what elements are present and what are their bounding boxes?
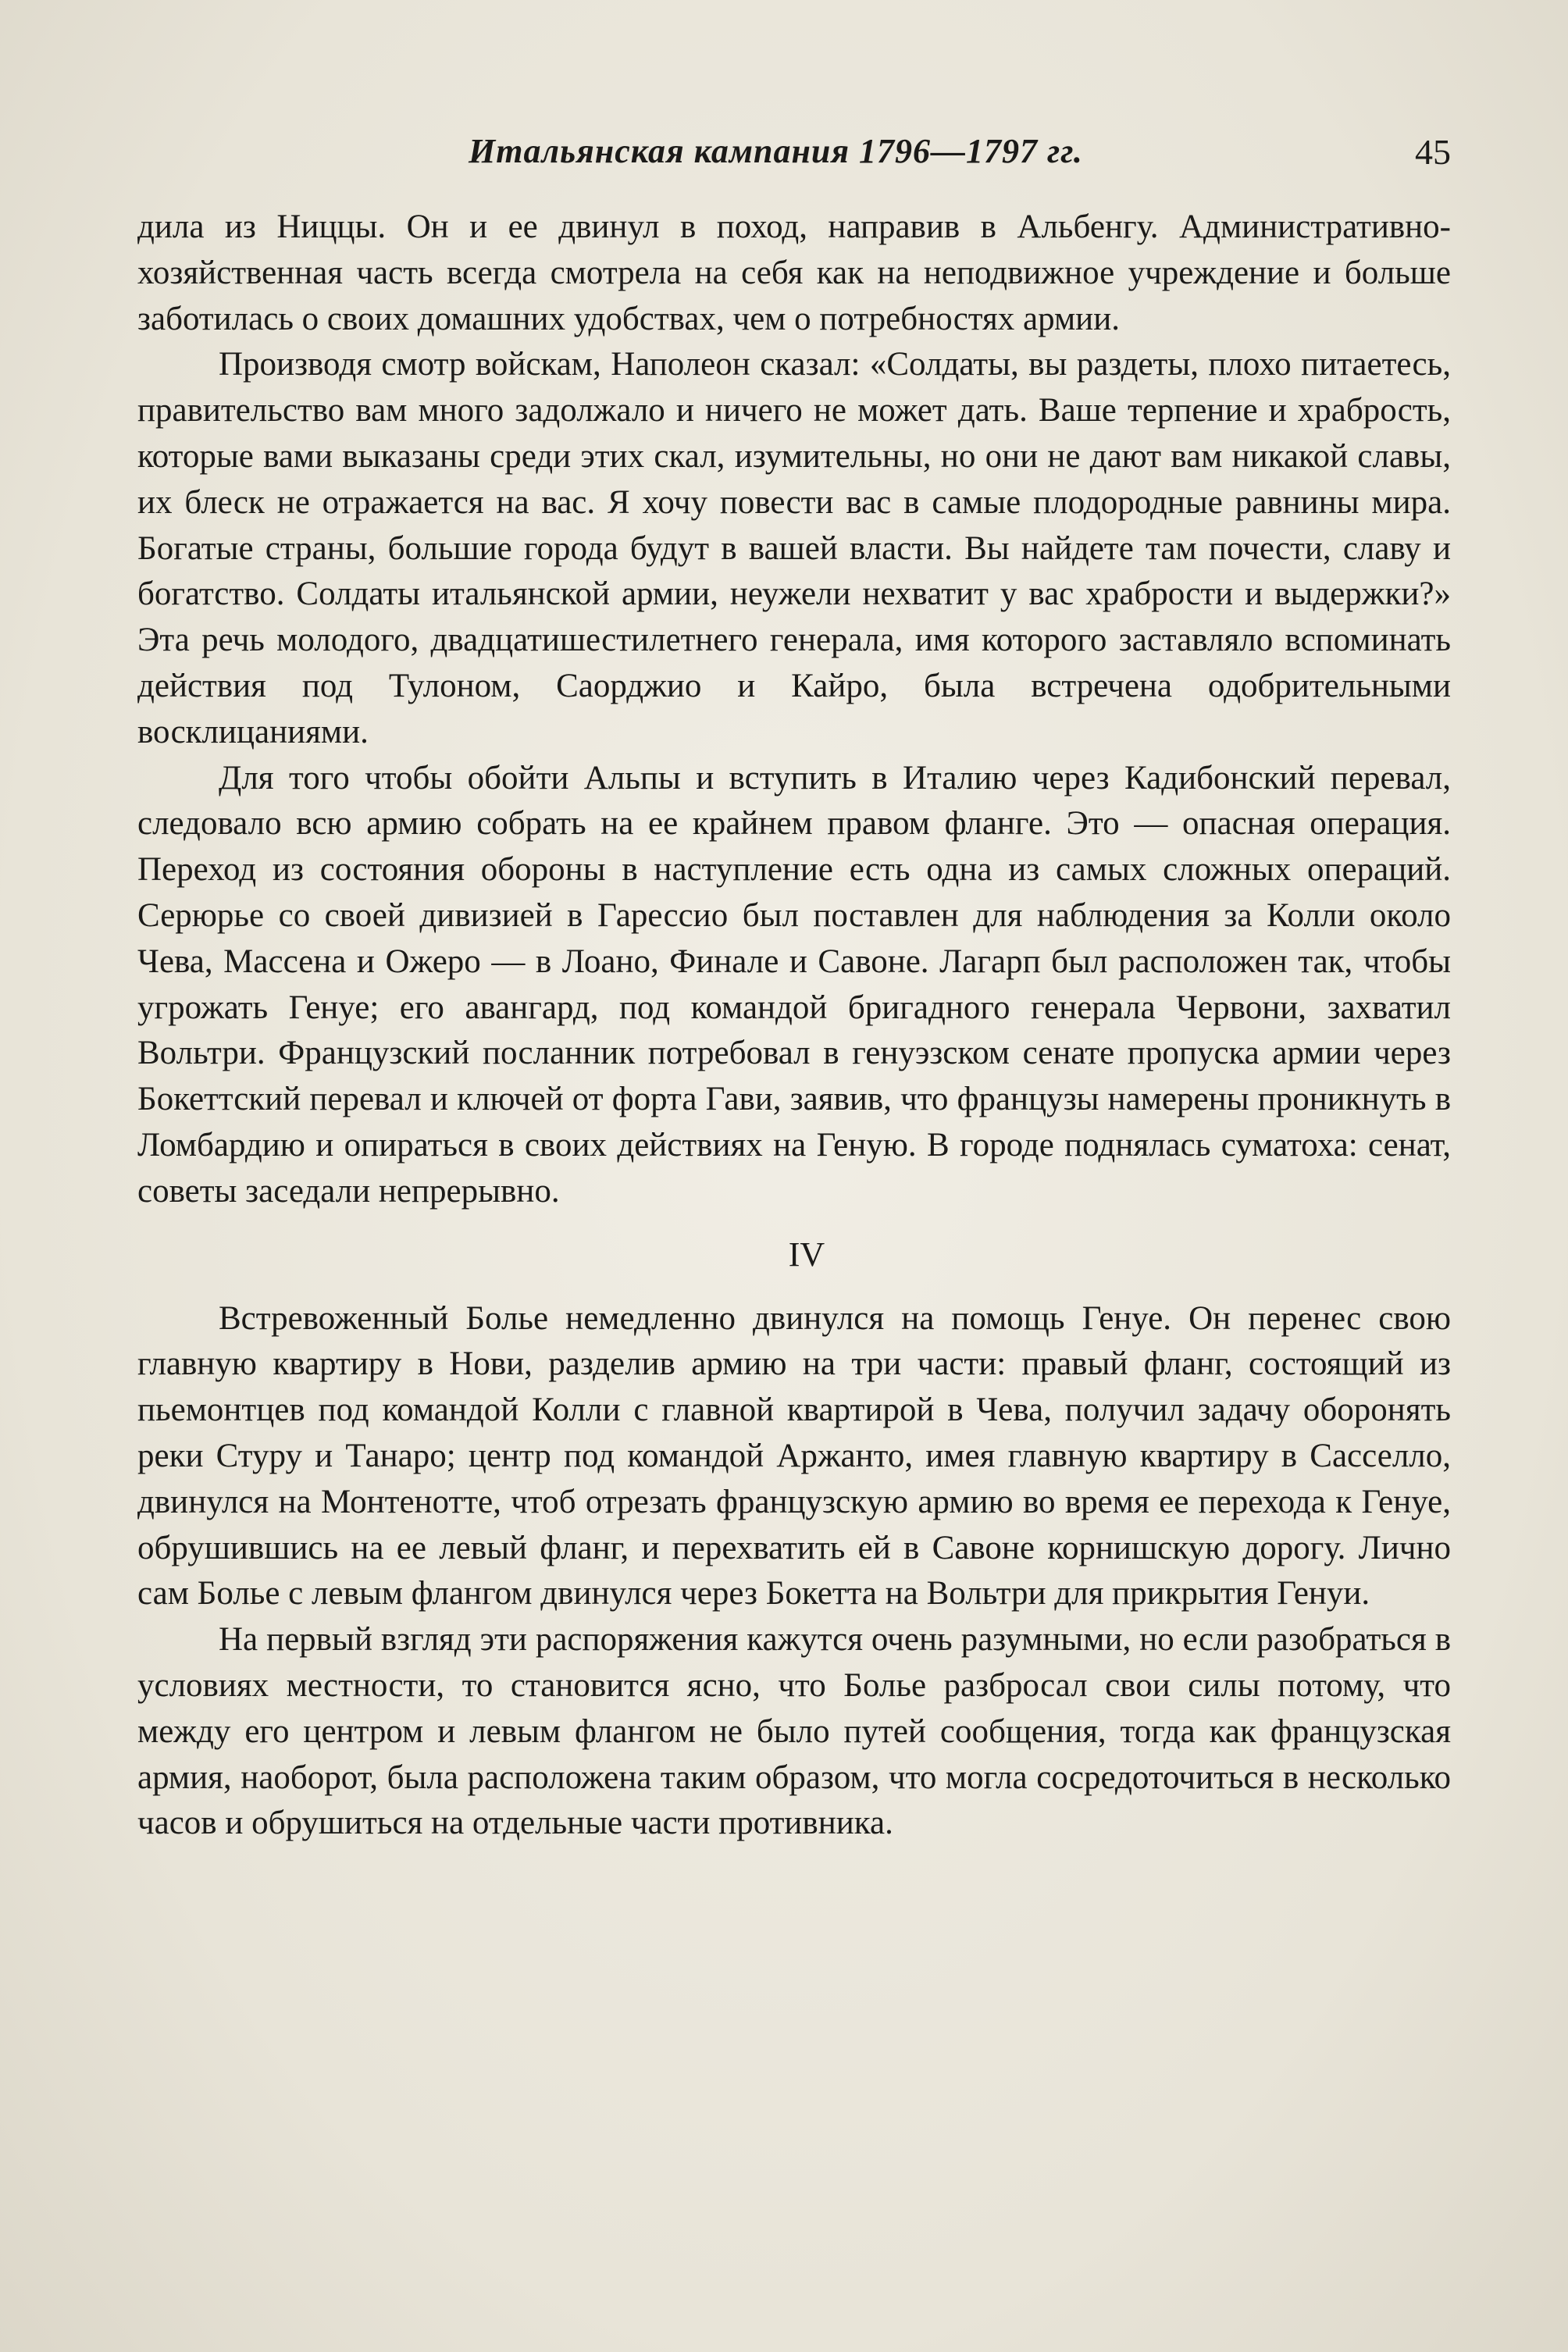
paragraph: Для того чтобы обойти Альпы и вступить в Италию через Кадибонский перевал, следовало всю армию собрать на ее крайнем правом фланге. Это — опасная операция. Переход из состояния обороны в наступление есть одна из самых сложных операций. Серюрье со своей дивизией в Гарессио был поставлен для наблюдения за Колли около Чева, Массена и Ожеро — в Лоано, Финале и Савоне. Лагарп был расположен так, чтобы угрожать Генуе; его авангард, под командой бригадного генерала Червони, захватил Вольтри. Французский посланник потребовал в генуэзском сенате пропуска армии через Бокеттский перевал и ключей от форта Гави, заявив, что французы намерены проникнуть в Ломбардию и опираться в своих действиях на Геную. В городе поднялась суматоха: сенат, советы заседали непрерывно. [137,759,1451,1210]
section-number: IV [788,1235,825,1274]
page-number: 45 [1415,132,1451,172]
paragraph: На первый взгляд эти распоряжения кажутся очень разумными, но если разобраться в условиях местности, то становится ясно, что Болье разбросал свои силы потому, что между его центром и левым флангом не было путей сообщения, тогда как французская армия, наоборот, была расположена таким образом, что могла сосредоточиться в несколько часов и обрушиться на отдельные части противника. [137,1621,1451,1842]
running-head [0,131,1568,178]
body-text [137,205,1451,1847]
section-heading [137,1232,1451,1278]
paragraph: дила из Ниццы. Он и ее двинул в поход, направив в Альбенгу. Административно-хозяйственная часть всегда смотрела на себя как на неподвижное учреждение и больше заботилась о своих домашних удобствах, чем о потребностях армии. [137,208,1451,337]
paragraph: Встревоженный Болье немедленно двинулся на помощь Генуе. Он перенес свою главную квартиру в Нови, разделив армию на три части: правый фланг, состоящий из пьемонтцев под командой Колли с главной квартирой в Чева, получил задачу оборонять реки Стуру и Танаро; центр под командой Аржанто, имея главную квартиру в Сасселло, двинулся на Монтенотте, чтоб отрезать французскую армию во время ее перехода к Генуе, обрушившись на ее левый фланг, и перехватить ей в Савоне корнишскую дорогу. Лично сам Болье с левым флангом двинулся через Бокетта на Вольтри для прикрытия Генуи. [137,1299,1451,1613]
running-title: Итальянская кампания 1796—1797 гг. [469,132,1083,170]
paragraph: Производя смотр войскам, Наполеон сказал: «Солдаты, вы раздеты, плохо питаетесь, правительство вам много задолжало и ничего не может дать. Ваше терпение и храбрость, которые вами выказаны среди этих скал, изумительны, но они не дают вам никакой славы, их блеск не отражается на вас. Я хочу повести вас в самые плодородные равнины мира. Богатые страны, большие города будут в вашей власти. Вы найдете там почести, славу и богатство. Солдаты итальянской армии, неужели нехватит у вас храбрости и выдержки?» Эта речь молодого, двадцатишестилетнего генерала, имя которого заставляло вспоминать действия под Тулоном, Саорджио и Кайро, была встречена одобрительными восклицаниями. [137,346,1451,750]
